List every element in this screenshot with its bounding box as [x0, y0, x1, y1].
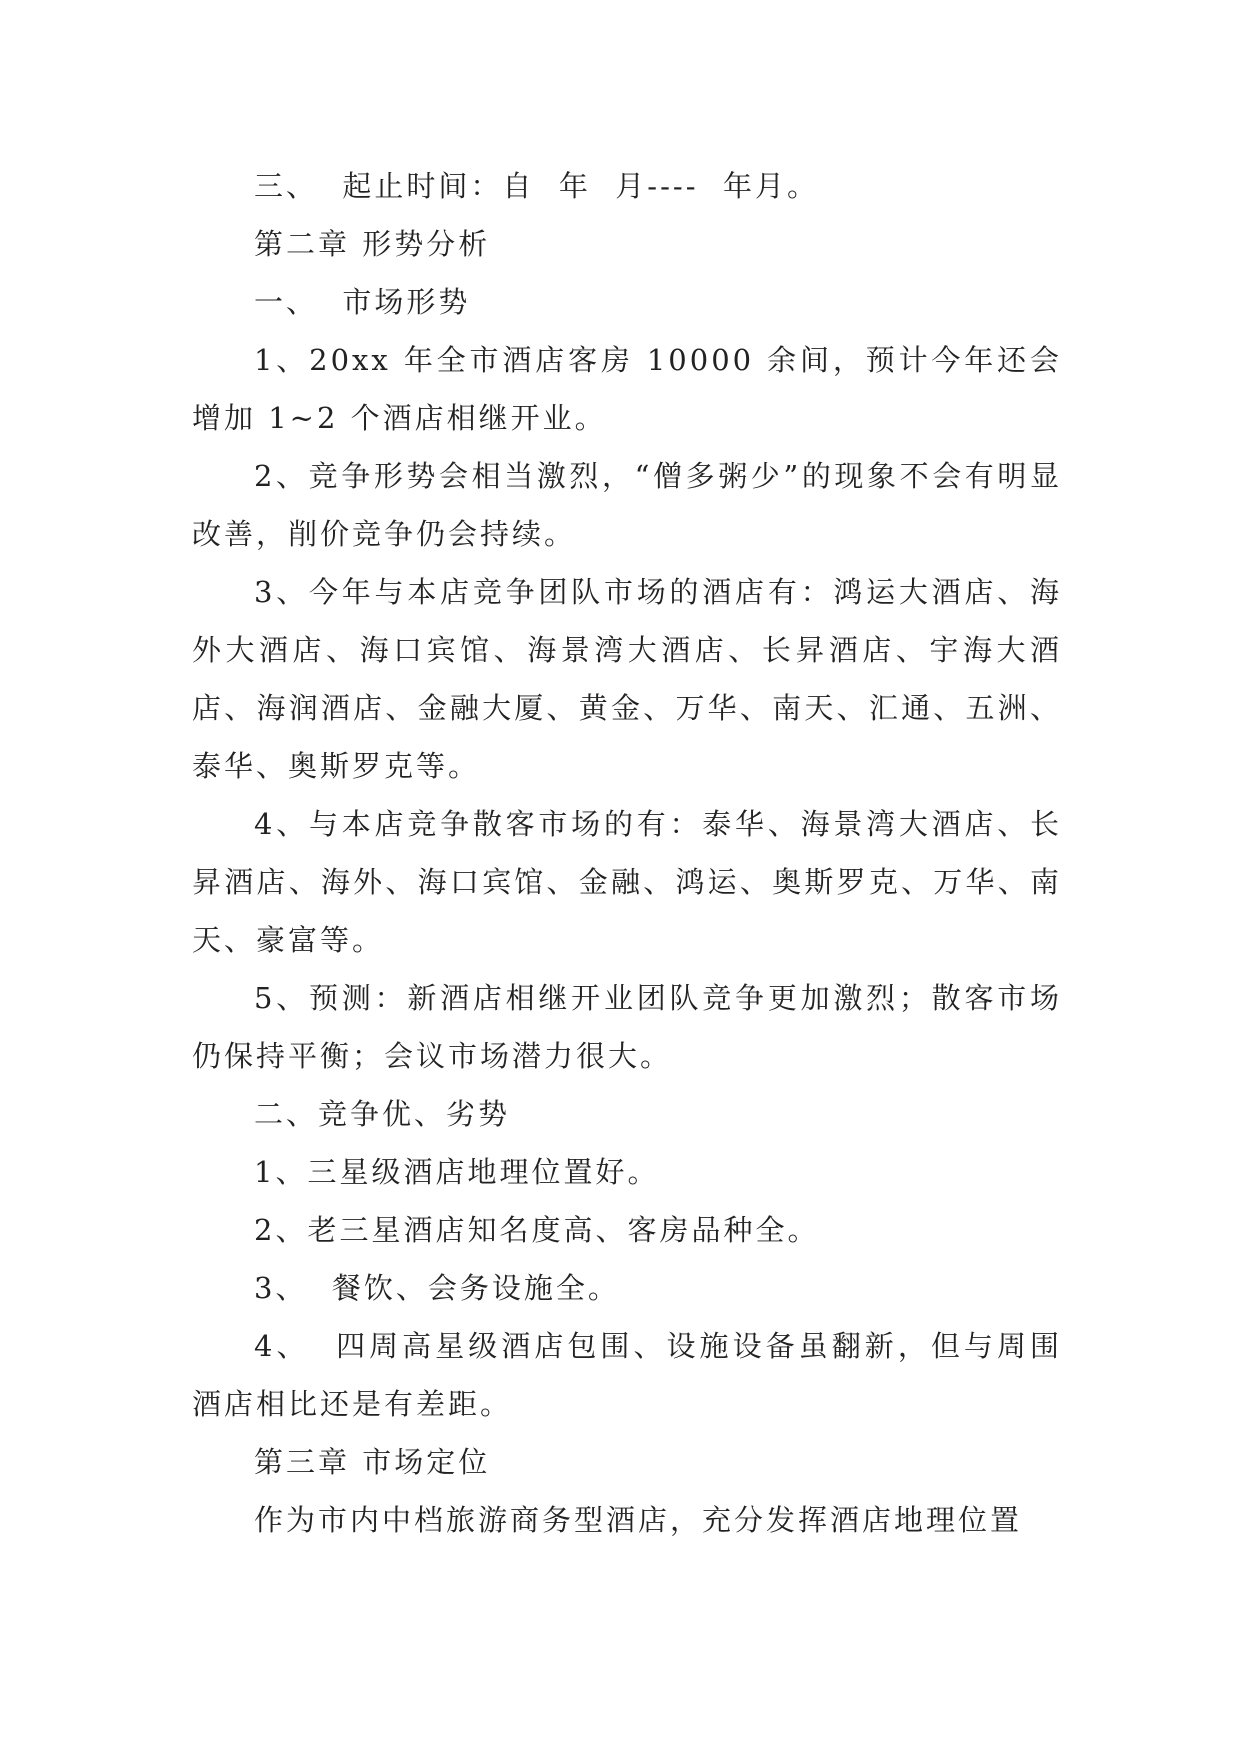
section-heading-market-situation: 一、 市场形势: [254, 285, 471, 319]
paragraph-positioning-text: 作为市内中档旅游商务型酒店，充分发挥酒店地理位置: [254, 1503, 1023, 1537]
chapter-heading-market-positioning: 第三章 市场定位: [254, 1445, 491, 1479]
paragraph-strength-item-3: 3、 餐饮、会务设施全。: [254, 1271, 620, 1305]
document-body: [192, 157, 1062, 1549]
paragraph-weakness-item-4: 4、 四周高星级酒店包围、设施设备虽翻新，但与周围酒店相比还是有差距。: [192, 1329, 1062, 1421]
paragraph-market-item-2: 2、竞争形势会相当激烈，“僧多粥少”的现象不会有明显改善，削价竞争仍会持续。: [192, 459, 1062, 551]
paragraph-market-item-1: 1、20xx 年全市酒店客房 10000 余间，预计今年还会增加 1~2 个酒店相继开业。: [192, 343, 1062, 435]
paragraph-start-end-time: 三、 起止时间：自 年 月---- 年月。: [254, 169, 819, 203]
paragraph-strength-item-2: 2、老三星酒店知名度高、客房品种全。: [254, 1213, 820, 1247]
section-heading-strengths-weaknesses: 二、竞争优、劣势: [254, 1097, 511, 1131]
paragraph-market-item-3: 3、今年与本店竞争团队市场的酒店有：鸿运大酒店、海外大酒店、海口宾馆、海景湾大酒店、长昇酒店、宇海大酒店、海润酒店、金融大厦、黄金、万华、南天、汇通、五洲、泰华、奥斯罗克等。: [192, 575, 1062, 783]
chapter-heading-situation-analysis: 第二章 形势分析: [254, 227, 491, 261]
paragraph-market-item-5: 5、预测：新酒店相继开业团队竞争更加激烈；散客市场仍保持平衡；会议市场潜力很大。: [192, 981, 1062, 1073]
paragraph-strength-item-1: 1、三星级酒店地理位置好。: [254, 1155, 660, 1189]
paragraph-market-item-4: 4、与本店竞争散客市场的有：泰华、海景湾大酒店、长昇酒店、海外、海口宾馆、金融、鸿运、奥斯罗克、万华、南天、豪富等。: [192, 807, 1062, 957]
